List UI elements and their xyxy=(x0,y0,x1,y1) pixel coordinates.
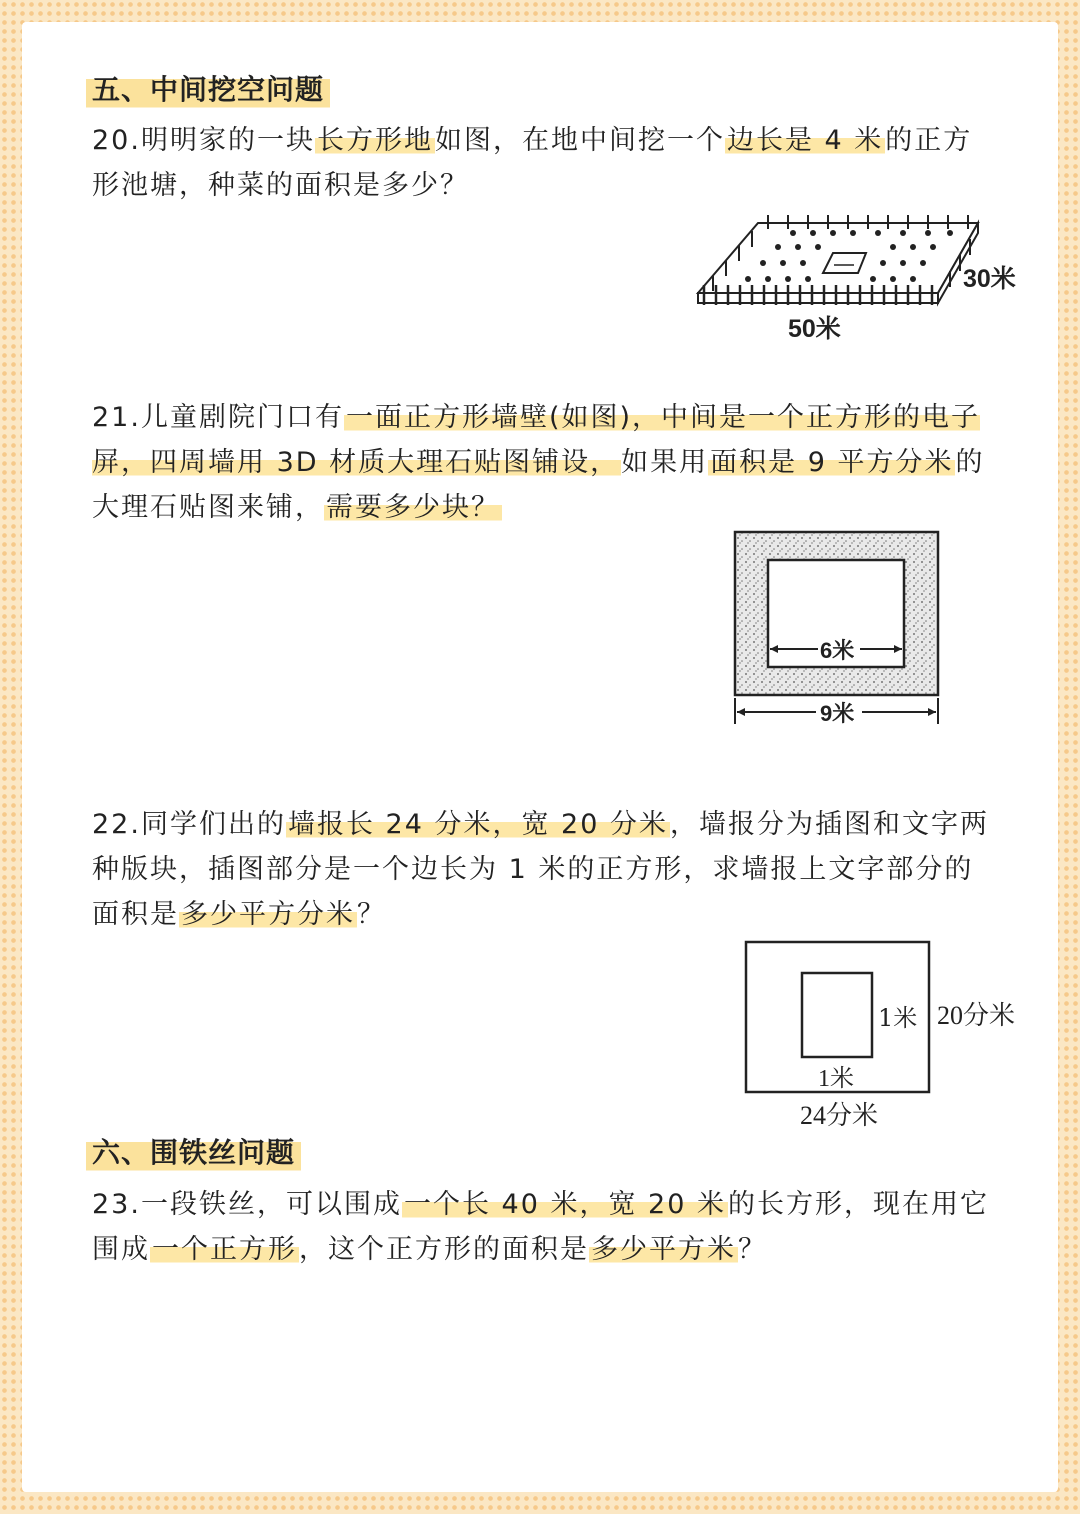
section-heading-5: 五、中间挖空问题 xyxy=(86,70,330,110)
newspaper-width-label: 20分米 xyxy=(937,1001,1016,1030)
illustration-width-label: 1米 xyxy=(818,1066,854,1092)
newspaper-length-label: 24分米 xyxy=(800,1101,879,1130)
screen-width-label: 6米 xyxy=(820,638,855,663)
problem-22-text-b: ，墙报分为插图和文字两种版块，插图部分是一个边长为 1 米的正方形，求墙报上文字部分的面积是 xyxy=(92,809,989,930)
problem-23-text-d: ？ xyxy=(738,1234,767,1265)
illustration-height-label: 1米 xyxy=(878,1004,918,1032)
problem-23-highlight-b: 一个正方形 xyxy=(152,1234,297,1265)
problem-20-highlight-a: 长方形地 xyxy=(316,125,433,156)
illustration-square xyxy=(802,973,872,1057)
problem-23-highlight-a: 一个长 40 米，宽 20 米 xyxy=(403,1189,726,1220)
wall-newspaper-figure xyxy=(740,936,1040,1136)
section-heading-6: 六、围铁丝问题 xyxy=(86,1133,301,1173)
garden-figure xyxy=(688,205,1048,350)
problem-23-text-a: 23.一段铁丝，可以围成 xyxy=(92,1189,402,1220)
problem-23-text-b: 的长方形，现在用它围成 xyxy=(92,1189,989,1265)
problem-21-text-b: 如果用 xyxy=(621,447,709,478)
problem-20-highlight-b: 边长是 4 米 xyxy=(726,125,884,156)
wall-screen-figure xyxy=(728,528,948,728)
problem-22 xyxy=(92,802,997,937)
problem-21 xyxy=(92,395,997,530)
problem-22-text-a: 22.同学们出的 xyxy=(92,809,286,840)
garden-width-label: 50米 xyxy=(788,315,841,343)
problem-22-highlight-b: 多少平方分米 xyxy=(181,899,355,930)
problem-21-highlight-b: 面积是 9 平方分米 xyxy=(710,447,954,478)
problem-21-text-c: 的大理石贴图来铺， xyxy=(92,447,985,523)
problem-21-highlight-c: 需要多少块？ xyxy=(326,492,500,523)
problem-22-text-c: ？ xyxy=(357,899,386,930)
problem-23-highlight-c: 多少平方米 xyxy=(591,1234,736,1265)
problem-20-text-b: 如图，在地中间挖一个 xyxy=(434,125,725,156)
problem-20-text-c: 的正方形池塘，种菜的面积是多少？ xyxy=(92,125,973,201)
problem-21-text-a: 21.儿童剧院门口有 xyxy=(92,402,344,433)
problem-21-highlight-a: 一面正方形墙壁(如图)，中间是一个正方形的电子屏，四周墙用 3D 材质大理石贴图铺设， xyxy=(92,402,981,478)
problem-20 xyxy=(92,118,992,208)
garden-height-label: 30米 xyxy=(963,265,1016,293)
wall-width-label: 9米 xyxy=(820,701,855,726)
problem-22-highlight-a: 墙报长 24 分米，宽 20 分米 xyxy=(287,809,668,840)
problem-20-text-a: 20.明明家的一块 xyxy=(92,125,315,156)
problem-23-text-c: ，这个正方形的面积是 xyxy=(299,1234,589,1265)
problem-23 xyxy=(92,1182,997,1272)
